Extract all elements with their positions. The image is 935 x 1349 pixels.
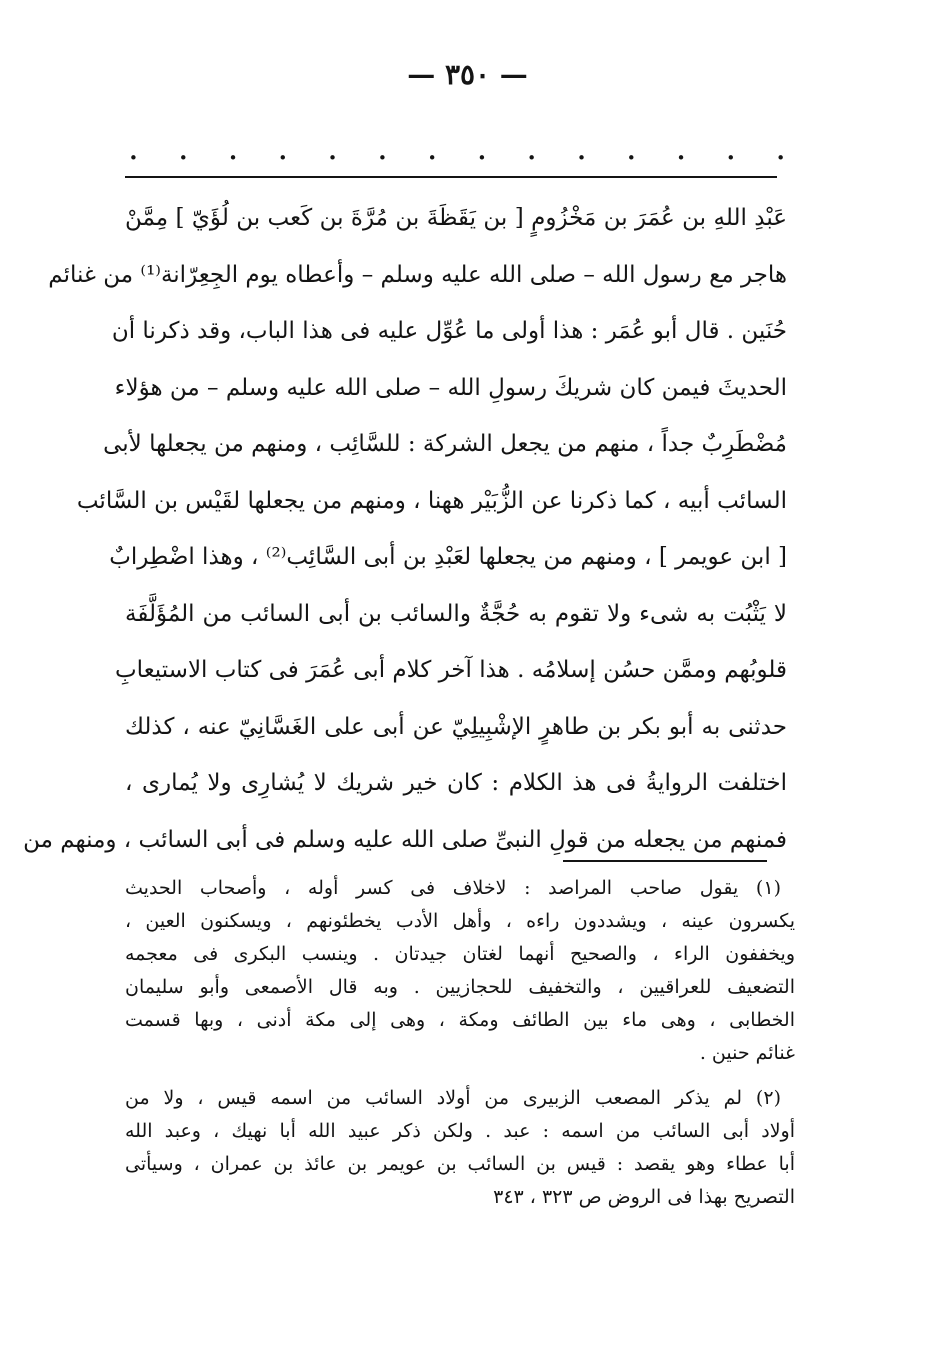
separator-dot: . xyxy=(277,128,289,168)
separator-dot: . xyxy=(675,128,687,168)
separator-dot: . xyxy=(128,128,139,168)
separator-dot: . xyxy=(227,128,239,168)
separator-dot: . xyxy=(376,128,388,168)
separator-dot: . xyxy=(576,128,587,168)
footnote-line: التضعيف للعراقيين ، والتخفيف للحجازيين . وبه قال الأصمعى وأبو سليمان xyxy=(125,976,795,998)
text-line: اختلفت الروايةُ فى هذ الكلام : كان خير شريك لا يُشارِى ولا يُمارى ، xyxy=(125,770,787,796)
text-line: مُضْطَرِبٌ جداً ، منهم من يجعل الشركة : للسَّائِب ، ومنهم من يجعلها لأبى xyxy=(103,431,787,457)
footnote-line: (٢) لم يذكر المصعب الزبيرى من أولاد السائب من اسمه قيس ، ولا من xyxy=(125,1087,781,1109)
text-line: لا يَثْبُت به شىء ولا تقوم به حُجَّةٌ والسائب بن أبى السائب من المُؤَلَّفَة xyxy=(125,600,787,627)
separator-dot: . xyxy=(725,128,737,168)
footnote-line: غنائم حنين . xyxy=(699,1042,795,1064)
footnote-gap xyxy=(125,1070,795,1082)
text-line: السائب أبيه ، كما ذكرنا عن الزُّبَيْر ههنا ، ومنهم من يجعلها لقَيْس بن السَّائب xyxy=(76,487,787,514)
footnote-2 xyxy=(125,1082,795,1214)
footnote-line: (١) يقول صاحب المراصد : لاخلاف فى كسر أوله ، وأصحاب الحديث xyxy=(125,877,781,899)
text-line: حُنَين . قال أبو عُمَر : هذا أولى ما عُوِّل عليه فى هذا الباب، وقد ذكرنا أن xyxy=(111,318,787,344)
footnote-line: التصريح بهذا فى الروض ص ٣٢٣ ، ٣٤٣ xyxy=(493,1186,795,1208)
separator-dot: . xyxy=(426,128,438,168)
footnote-line: ويخففون الراء ، والصحيح أنهما لغتان جيدتان . وينسب البكرى فى معجمه xyxy=(125,943,795,965)
footnotes xyxy=(125,872,795,1214)
text-line: حدثنى به أبو بكر بن طاهرٍ الإشْبِيلِيّ عن أبى على الغَسَّانِيّ عنه ، كذلك xyxy=(125,713,787,740)
page-number: — ٣٥٠ — xyxy=(407,58,528,91)
text-line: [ ابن عويمر ] ، ومنهم من يجعلها لعَبْدِ بن أبى السَّائِب⁽²⁾ ، وهذا اضْطِرابٌ xyxy=(109,544,787,570)
text-line: فمنهم من يجعله من قولِ النبىِّ صلى الله عليه وسلم فى أبى السائب ، ومنهم من xyxy=(23,826,787,853)
main-text xyxy=(23,190,787,868)
footnote-rule xyxy=(563,860,767,862)
footnote-1 xyxy=(125,872,795,1070)
separator-dot: . xyxy=(327,128,338,168)
separator-dot: . xyxy=(476,128,488,168)
separator-dot: . xyxy=(625,128,637,168)
footnote-line: أولاد أبى السائب من اسمه : عبد . ولكن ذكر عبيد الله أبا نهيك ، وعبد الله xyxy=(125,1120,795,1142)
footnote-line: أبا عطاء وهو يقصد : قيس بن السائب بن عويمر بن عائذ بن عمران ، وسيأتى xyxy=(125,1153,795,1175)
separator-dot: . xyxy=(526,128,538,168)
separator-dot: . xyxy=(775,128,786,168)
footnote-line: يكسرون عينه ، ويشددون راءه ، وأهل الأدب يخطئونهم ، ويسكنون العين ، xyxy=(125,910,795,932)
text-line: قلوبُهم وممَّن حسُن إسلامُه . هذا آخر كلام أبى عُمَرَ فى كتاب الاستيعابِ xyxy=(115,657,787,683)
text-line: الحديثَ فيمن كان شريكَ رسولِ الله – صلى الله عليه وسلم – من هؤلاء xyxy=(114,374,787,401)
text-line: عَبْدِ اللهِ بن عُمَرَ بن مَخْزُومٍ [ بن يَقَظَةَ بن مُرَّةَ بن كَعب بن لُؤَيّ ] مِمَّنْ xyxy=(125,205,787,231)
footnote-line: الخطابى ، وهى ماء بين الطائف ومكة ، وهى إلى مكة أدنى ، وبها قسمت xyxy=(125,1009,795,1031)
header-rule xyxy=(125,176,777,178)
text-line: هاجر مع رسول الله – صلى الله عليه وسلم – وأعطاه يوم الجِعِرّانة⁽¹⁾ من غنائم xyxy=(48,261,787,288)
separator-dot: . xyxy=(177,128,189,168)
dotted-separator xyxy=(128,128,786,168)
